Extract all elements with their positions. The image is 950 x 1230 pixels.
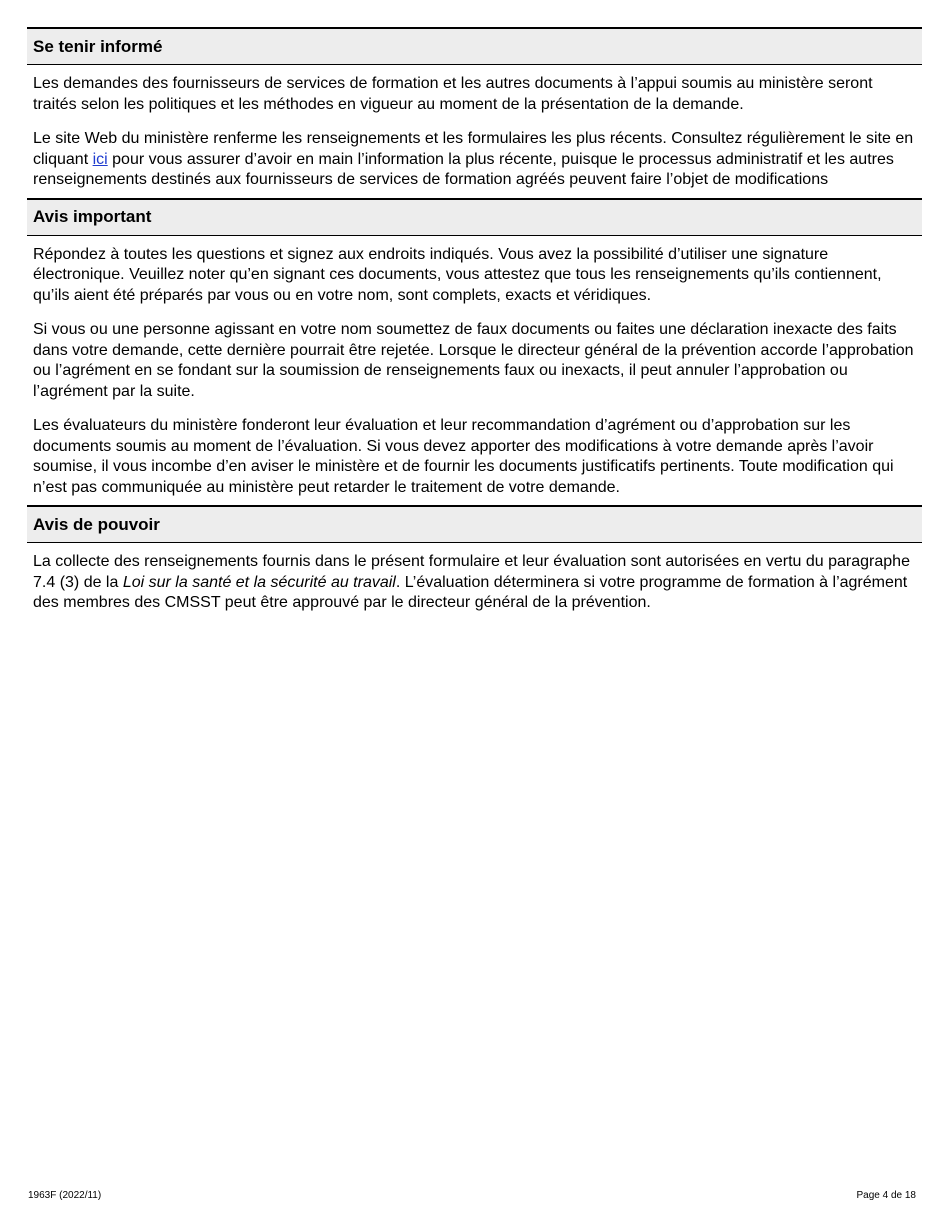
paragraph-text: pour vous assurer d’avoir en main l’information la plus récente, puisque le processus administratif et les autres renseignements destinés aux fournisseurs de services de formation agréés peuvent faire l’objet de modifications: [33, 150, 894, 188]
paragraph: Les évaluateurs du ministère fonderont leur évaluation et leur recommandation d’agrément ou d’approbation sur les documents soumis au moment de l’évaluation. Si vous devez apporter des modifications à votre demande après l’avoir soumise, il vous incombe d’en aviser le ministère et de fournir les documents justificatifs pertinents. Toute modification qui n’est pas communiquée au ministère peut retarder le traitement de votre demande.: [33, 417, 894, 496]
section-avis-de-pouvoir: [27, 505, 922, 621]
section-title: Se tenir informé: [33, 36, 163, 56]
page-number: Page 4 de 18: [856, 1190, 916, 1201]
paragraph-text: Le site Web du ministère renferme les renseignements et les formulaires les plus récents. Consultez régulièrement le site en cliquant: [33, 130, 914, 168]
section-body: [27, 543, 922, 621]
section-avis-important: [27, 198, 922, 506]
paragraph-with-link: [33, 129, 916, 191]
section-se-tenir-informe: [27, 27, 922, 198]
section-body: [27, 236, 922, 506]
section-header: [27, 505, 922, 543]
section-header: [27, 198, 922, 236]
section-body: [27, 65, 922, 198]
law-title: Loi sur la santé et la sécurité au travail: [122, 573, 396, 591]
website-link[interactable]: ici: [92, 150, 108, 168]
section-title: Avis de pouvoir: [33, 514, 160, 534]
paragraph: Les demandes des fournisseurs de services de formation et les autres documents à l’appui soumis au ministère seront traités selon les politiques et les méthodes en vigueur au moment de la présentation de la demande.: [33, 75, 873, 113]
paragraph-with-citation: [33, 552, 916, 614]
paragraph-text: La collecte des renseignements fournis dans le présent formulaire et leur évaluation sont autorisées en vertu du paragraphe 7.4 (3) de la: [33, 553, 910, 591]
section-title: Avis important: [33, 207, 152, 226]
paragraph: Répondez à toutes les questions et signez aux endroits indiqués. Vous avez la possibilité d’utiliser une signature électronique. Veuillez noter qu’en signant ces documents, vous attestez que tous les renseignements qu’ils contiennent, qu’ils aient été préparés par vous ou en votre nom, sont complets, exacts et véridiques.: [33, 245, 882, 304]
document-content: [27, 27, 922, 621]
paragraph-text: . L’évaluation déterminera si votre programme de formation à l’agrément des membres des CMSST peut être approuvé par le directeur général de la prévention.: [33, 573, 908, 611]
paragraph: Si vous ou une personne agissant en votre nom soumettez de faux documents ou faites une déclaration inexacte des faits dans votre demande, cette dernière pourrait être rejetée. Lorsque le directeur général de la prévention accorde l’approbation ou l’agrément en se fondant sur la soumission de renseignements faux ou inexacts, il peut annuler l’approbation ou l’agrément par la suite.: [33, 321, 914, 400]
section-header: [27, 27, 922, 65]
form-number: 1963F (2022/11): [28, 1190, 102, 1201]
